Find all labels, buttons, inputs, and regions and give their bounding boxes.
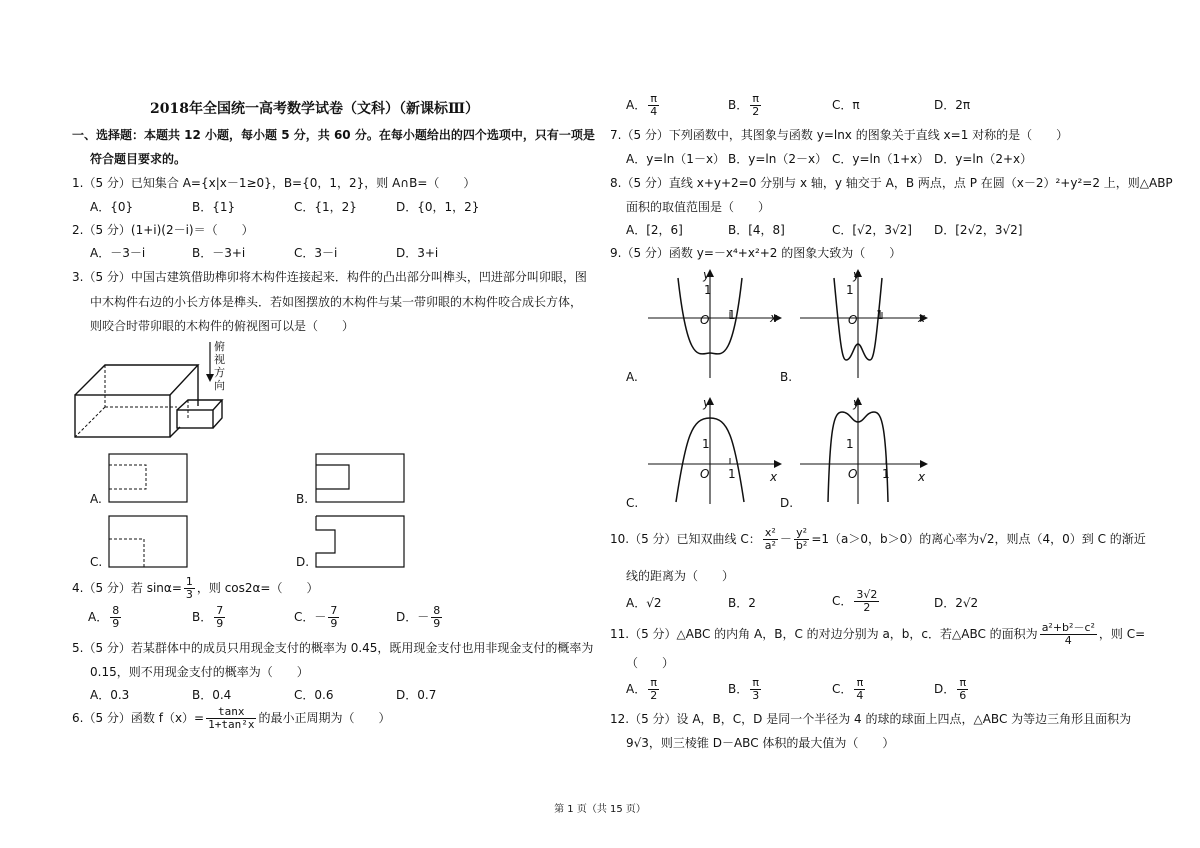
q11-stem-a: 11.（5 分）△ABC 的内角 A，B，C 的对边分别为 a，b，c．若△ABC 的面积为 xyxy=(610,627,1038,641)
q9-c-one-y: 1 xyxy=(702,437,710,451)
q10-minus: － xyxy=(779,532,792,546)
q7-opt-a: A．y=ln（1－x） xyxy=(626,152,726,166)
q10-opt-d-label: D． xyxy=(934,596,956,610)
q9-c-one-x: 1 xyxy=(728,467,736,481)
q4-opt-b-d: 9 xyxy=(216,617,224,630)
q6-opt-a-d: 4 xyxy=(650,105,658,118)
q10-stem-b: =1（a＞0，b＞0）的离心率为√2，则点（4，0）到 C 的渐近 xyxy=(811,532,1146,546)
q1-stem: 1.（5 分）已知集合 A={x|x－1≥0}，B={0，1，2}，则 A∩B=（ ） xyxy=(72,176,476,190)
q9-d-y-label: y xyxy=(853,396,861,410)
view-label-3: 方 xyxy=(214,366,225,379)
q10-frac-x xyxy=(763,527,778,552)
q10-stem xyxy=(610,527,1146,552)
section-heading: 一、选择题：本题共 12 小题，每小题 5 分，共 60 分。在每小题给出的四个选项中，只有一项是 xyxy=(72,128,595,142)
q4-opt-c-label: C． xyxy=(294,610,315,624)
q11-opt-d-n: π xyxy=(957,677,968,690)
q10-opt-a-text: √2 xyxy=(646,596,662,610)
q10-fx-n: x² xyxy=(763,527,778,540)
page-title: 2018年全国统一高考数学试卷（文科）（新课标Ⅲ） xyxy=(150,101,480,117)
q2-opt-a: A．－3－i xyxy=(90,246,146,260)
q8-opt-a: A．[2，6] xyxy=(626,223,683,237)
q7-stem: 7.（5 分）下列函数中，其图象与函数 y=lnx 的图象关于直线 x=1 对称的是（ ） xyxy=(610,128,1069,142)
view-label-1: 俯 xyxy=(214,340,225,353)
q8-opt-c: C．[√2，3√2] xyxy=(832,223,912,237)
q9-b-one-y: 1 xyxy=(846,283,854,297)
q11-frac-n: a²+b²－c² xyxy=(1041,621,1095,634)
q6-opt-c-label: C． xyxy=(832,98,853,112)
q11-opt-d-label: D． xyxy=(934,682,956,696)
q9-c-origin: O xyxy=(700,467,710,481)
q11-opt-c xyxy=(832,677,867,702)
q9-opt-d: D. xyxy=(780,496,794,510)
q9-opt-b: B. xyxy=(780,370,793,384)
q4-opt-b-label: B． xyxy=(192,610,213,624)
q9-b-x-label: x xyxy=(918,311,926,325)
q6-opt-b-n: π xyxy=(750,93,761,106)
q9-c-x-label: x xyxy=(770,470,778,484)
q9-stem: 9.（5 分）函数 y=－x⁴+x²+2 的图象大致为（ ） xyxy=(610,246,902,260)
q11-frac xyxy=(1040,622,1097,647)
q4-frac-n: 1 xyxy=(185,575,193,588)
q3-stem-1: 3.（5 分）中国古建筑借助榫卯将木构件连接起来．构件的凸出部分叫榫头，凹进部分叫卯眼，图 xyxy=(72,270,587,284)
q9-c-y-label: y xyxy=(703,396,711,410)
q3-opt-c: C. xyxy=(90,555,103,569)
page-footer: 第 1 页（共 15 页） xyxy=(554,804,646,815)
q10-opt-c-d: 2 xyxy=(863,601,871,614)
q9-b-one-x: 1 xyxy=(876,308,884,322)
q8-stem-1: 8.（5 分）直线 x+y+2=0 分别与 x 轴，y 轴交于 A，B 两点，点 P 在圆（x－2）²+y²=2 上，则△ABP xyxy=(610,176,1173,190)
q4-opt-d-d: 9 xyxy=(433,617,441,630)
q10-opt-c-n: 3√2 xyxy=(856,588,878,601)
q4-opt-a-frac xyxy=(110,605,121,630)
q6-stem-a: 6.（5 分）函数 f（x）= xyxy=(72,711,205,725)
q4-stem-b: ，则 cos2α=（ ） xyxy=(196,581,319,595)
section-heading-cont: 符合题目要求的。 xyxy=(90,152,187,166)
view-label-2: 视 xyxy=(214,353,225,366)
q12-stem-2: 9√3，则三棱锥 D－ABC 体积的最大值为（ ） xyxy=(626,736,895,750)
q4-opt-a-d: 9 xyxy=(112,617,120,630)
q8-stem-2: 面积的取值范围是（ ） xyxy=(626,200,771,214)
q11-opt-d-frac xyxy=(957,677,968,702)
q11-opt-b-frac xyxy=(750,677,761,702)
q9-a-one-y: 1 xyxy=(704,283,712,297)
q8-opt-d: D．[2√2，3√2] xyxy=(934,223,1023,237)
q4-opt-c-n: 7 xyxy=(330,604,338,617)
q9-d-one-y: 1 xyxy=(846,437,854,451)
q4-stem-a: 4.（5 分）若 sinα= xyxy=(72,581,182,595)
q9-b-y-label: y xyxy=(853,268,861,282)
q9-a-one-x: 1 xyxy=(728,308,736,322)
q6-opt-d xyxy=(934,98,970,112)
q7-opt-c: C．y=ln（1+x） xyxy=(832,152,930,166)
q5-opt-b: B．0.4 xyxy=(192,688,232,702)
q11-opt-c-frac xyxy=(854,677,865,702)
q5-opt-c: C．0.6 xyxy=(294,688,334,702)
q4-opt-b xyxy=(192,605,227,630)
q3-opt-a: A. xyxy=(90,492,102,506)
q4-opt-b-n: 7 xyxy=(216,604,224,617)
q4-opt-d-sign: － xyxy=(417,610,430,624)
q4-opt-a-n: 8 xyxy=(112,604,120,617)
q6-stem xyxy=(72,706,390,731)
q11-opt-a-d: 2 xyxy=(650,689,658,702)
q11-frac-d: 4 xyxy=(1064,634,1072,647)
q7-opt-b: B．y=ln（2－x） xyxy=(728,152,828,166)
q10-opt-b-text: 2 xyxy=(748,596,756,610)
q4-opt-d-n: 8 xyxy=(433,604,441,617)
q1-opt-c: C．{1，2} xyxy=(294,200,357,214)
q10-opt-b-label: B． xyxy=(728,596,749,610)
q10-fy-d: b² xyxy=(795,539,808,552)
q6-opt-b-frac xyxy=(750,93,761,118)
q11-opt-b xyxy=(728,677,763,702)
q9-opt-a: A. xyxy=(626,370,638,384)
view-label-4: 向 xyxy=(214,379,225,392)
q2-opt-b: B．－3+i xyxy=(192,246,246,260)
q9-d-origin: O xyxy=(848,467,858,481)
q11-opt-b-d: 3 xyxy=(752,689,760,702)
q11-opt-a-frac xyxy=(648,677,659,702)
q6-opt-b-d: 2 xyxy=(752,105,760,118)
q10-opt-b xyxy=(728,596,756,610)
q6-opt-a-frac xyxy=(648,93,659,118)
q11-opt-d xyxy=(934,677,970,702)
q4-opt-c xyxy=(294,605,341,630)
q7-opt-d: D．y=ln（2+x） xyxy=(934,152,1033,166)
q3-tenon-figure xyxy=(70,340,270,445)
q1-opt-d: D．{0，1，2} xyxy=(396,200,480,214)
q6-stem-b: 的最小正周期为（ ） xyxy=(258,711,391,725)
q9-d-one-x: 1 xyxy=(882,467,890,481)
q4-opt-c-d: 9 xyxy=(330,617,338,630)
q5-stem-2: 0.15，则不用现金支付的概率为（ ） xyxy=(90,665,309,679)
q10-fx-d: a² xyxy=(764,539,776,552)
q3-stem-3: 则咬合时带卯眼的木构件的俯视图可以是（ ） xyxy=(90,319,355,333)
q11-opt-d-d: 6 xyxy=(959,689,967,702)
q10-frac-y xyxy=(794,527,809,552)
q9-graph-c xyxy=(648,396,788,506)
q11-opt-a-n: π xyxy=(648,677,659,690)
q4-opt-d-label: D． xyxy=(396,610,418,624)
q4-opt-c-frac xyxy=(328,605,339,630)
q10-opt-c-frac xyxy=(854,589,879,614)
q3-stem-2: 中木构件右边的小长方体是榫头．若如图摆放的木构件与某一带卯眼的木构件咬合成长方体， xyxy=(90,295,583,309)
q1-opt-b: B．{1} xyxy=(192,200,236,214)
q4-opt-c-sign: － xyxy=(314,610,327,624)
q6-opt-c xyxy=(832,98,860,112)
q11-opt-a xyxy=(626,677,661,702)
q1-opt-a: A．{0} xyxy=(90,200,134,214)
q8-opt-b: B．[4，8] xyxy=(728,223,785,237)
q4-opt-d-frac xyxy=(431,605,442,630)
q11-opt-c-label: C． xyxy=(832,682,853,696)
q10-stem-2: 线的距离为（ ） xyxy=(626,569,735,583)
q10-opt-c xyxy=(832,589,881,614)
q3-opt-d: D. xyxy=(296,555,310,569)
q4-frac xyxy=(184,576,195,601)
q9-graph-d xyxy=(800,396,940,506)
q6-frac xyxy=(206,706,256,731)
q10-fy-n: y² xyxy=(794,527,809,540)
q10-stem-a: 10.（5 分）已知双曲线 C： xyxy=(610,532,761,546)
q10-opt-d-text: 2√2 xyxy=(955,596,979,610)
q6-opt-a-n: π xyxy=(648,93,659,106)
q6-opt-d-label: D． xyxy=(934,98,956,112)
q6-frac-d: 1+tan²x xyxy=(208,718,255,731)
q9-d-x-label: x xyxy=(918,470,926,484)
q11-stem xyxy=(610,622,1145,647)
q11-stem-b: ，则 C= xyxy=(1098,627,1146,641)
q5-opt-d: D．0.7 xyxy=(396,688,437,702)
q2-opt-c: C．3－i xyxy=(294,246,338,260)
q9-a-x-label: x xyxy=(770,311,778,325)
q10-opt-d xyxy=(934,596,978,610)
q5-opt-a: A．0.3 xyxy=(90,688,130,702)
q10-opt-c-label: C． xyxy=(832,594,853,608)
q6-opt-a-label: A． xyxy=(626,98,647,112)
q9-a-origin: O xyxy=(700,313,710,327)
q9-graph-a xyxy=(648,268,788,380)
q6-opt-a xyxy=(626,93,661,118)
q3-option-c-figure xyxy=(108,515,188,568)
q3-option-b-figure xyxy=(315,453,405,503)
q4-opt-b-frac xyxy=(214,605,225,630)
q3-opt-b: B. xyxy=(296,492,309,506)
q4-opt-a xyxy=(88,605,123,630)
q9-a-y-label: y xyxy=(703,268,711,282)
q11-opt-c-d: 4 xyxy=(856,689,864,702)
q3-option-a-figure xyxy=(108,453,188,503)
q6-frac-n: tanx xyxy=(206,706,256,719)
q6-opt-c-text: π xyxy=(852,98,860,112)
q9-b-origin: O xyxy=(848,313,858,327)
q2-opt-d: D．3+i xyxy=(396,246,439,260)
q5-stem-1: 5.（5 分）若某群体中的成员只用现金支付的概率为 0.45，既用现金支付也用非现金支付的概率为 xyxy=(72,641,594,655)
q11-opt-b-n: π xyxy=(750,677,761,690)
q11-opt-a-label: A． xyxy=(626,682,647,696)
q10-opt-a xyxy=(626,596,662,610)
q9-opt-c: C. xyxy=(626,496,639,510)
q4-frac-d: 3 xyxy=(185,588,193,601)
q11-opt-b-label: B． xyxy=(728,682,749,696)
q10-opt-a-label: A． xyxy=(626,596,647,610)
q4-opt-a-label: A． xyxy=(88,610,109,624)
q3-option-d-figure xyxy=(315,515,405,568)
q11-opt-c-n: π xyxy=(854,677,865,690)
q11-stem-2: （ ） xyxy=(626,656,675,670)
q12-stem-1: 12.（5 分）设 A，B，C，D 是同一个半径为 4 的球的球面上四点，△ABC 为等边三角形且面积为 xyxy=(610,712,1132,726)
q4-opt-d xyxy=(396,605,444,630)
q6-opt-b xyxy=(728,93,763,118)
q2-stem: 2.（5 分）(1+i)(2－i)＝（ ） xyxy=(72,223,254,237)
q6-opt-d-text: 2π xyxy=(955,98,971,112)
q4-stem xyxy=(72,576,318,601)
q6-opt-b-label: B． xyxy=(728,98,749,112)
